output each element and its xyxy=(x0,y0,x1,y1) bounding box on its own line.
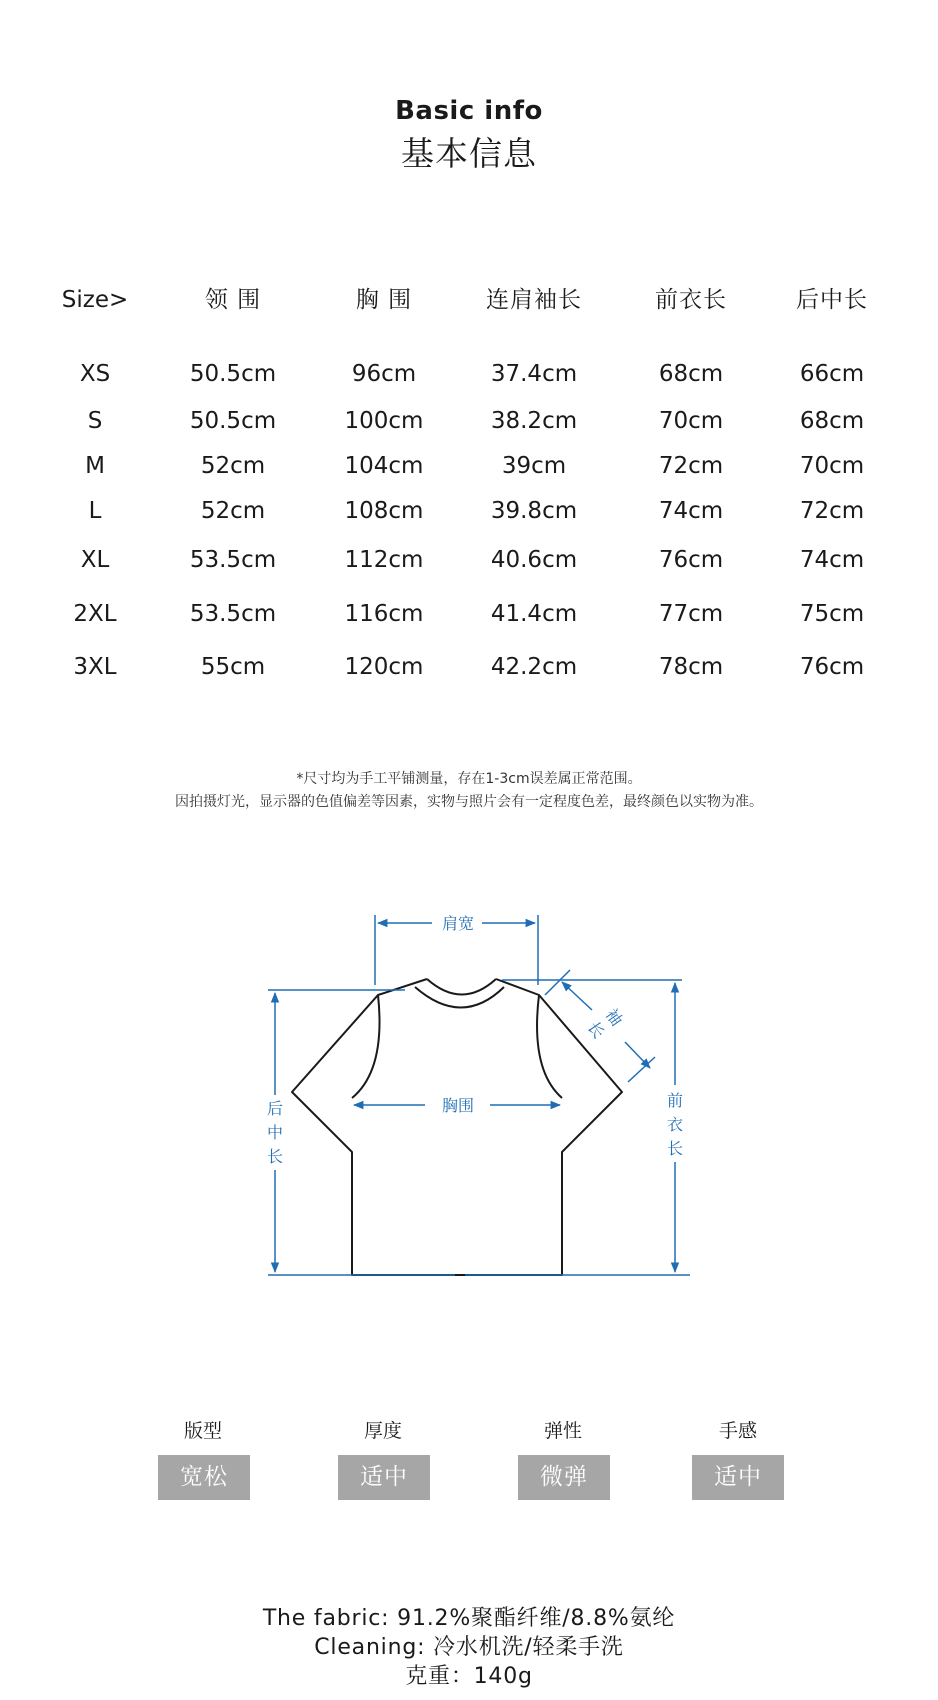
table-cell: 100cm xyxy=(344,408,424,434)
table-cell: 3XL xyxy=(73,654,117,680)
header-size: Size> xyxy=(61,287,129,313)
cleaning-instructions: Cleaning: 冷水机洗/轻柔手洗 xyxy=(314,1635,624,1660)
table-cell: 68cm xyxy=(799,408,865,434)
table-cell: L xyxy=(88,498,102,524)
table-cell: 39.8cm xyxy=(490,498,578,524)
header-neck: 领 围 xyxy=(204,287,262,313)
table-cell: 41.4cm xyxy=(490,601,578,627)
table-cell: 42.2cm xyxy=(490,654,578,680)
svg-text:中: 中 xyxy=(266,1123,284,1142)
svg-text:长: 长 xyxy=(583,1017,609,1042)
attribute-label: 厚度 xyxy=(363,1420,402,1442)
color-note: 因拍摄灯光，显示器的色值偏差等因素，实物与照片会有一定程度色差，最终颜色以实物为准。 xyxy=(175,794,763,810)
attribute-label: 弹性 xyxy=(543,1420,582,1442)
table-cell: 70cm xyxy=(799,453,865,479)
table-cell: 66cm xyxy=(799,361,865,387)
table-cell: 53.5cm xyxy=(189,601,277,627)
title-chinese: 基本信息 xyxy=(401,134,537,173)
table-cell: 112cm xyxy=(344,547,424,573)
back-length-label xyxy=(267,1099,283,1166)
table-cell: 120cm xyxy=(344,654,424,680)
svg-text:袖: 袖 xyxy=(601,1005,627,1030)
back-length-dimension xyxy=(268,990,455,1275)
table-cell: XS xyxy=(79,361,111,387)
table-cell: 76cm xyxy=(799,654,865,680)
attribute-tag: 适中 xyxy=(692,1455,784,1500)
table-cell: 38.2cm xyxy=(490,408,578,434)
table-cell: 78cm xyxy=(658,654,724,680)
table-cell: 2XL xyxy=(73,601,117,627)
svg-text:长: 长 xyxy=(266,1147,284,1166)
header-sleeve-length: 连肩袖长 xyxy=(486,287,582,313)
table-cell: 50.5cm xyxy=(189,408,277,434)
fabric-weight: 克重：140g xyxy=(405,1664,533,1689)
table-cell: 116cm xyxy=(344,601,424,627)
attribute-tag: 适中 xyxy=(338,1455,430,1500)
header-chest: 胸 围 xyxy=(355,287,413,313)
svg-text:后: 后 xyxy=(266,1099,284,1118)
attribute-tag: 微弹 xyxy=(518,1455,610,1500)
table-cell: 74cm xyxy=(658,498,724,524)
front-length-label xyxy=(667,1091,683,1158)
table-cell: XL xyxy=(80,547,110,573)
table-cell: 55cm xyxy=(200,654,266,680)
front-length-dimension xyxy=(465,980,690,1275)
tshirt-outline xyxy=(292,979,622,1275)
shoulder-label: 肩宽 xyxy=(441,914,475,933)
table-cell: 40.6cm xyxy=(490,547,578,573)
table-cell: 104cm xyxy=(344,453,424,479)
svg-text:前: 前 xyxy=(666,1091,684,1110)
table-cell: 70cm xyxy=(658,408,724,434)
svg-text:长: 长 xyxy=(666,1139,684,1158)
attribute-label: 版型 xyxy=(183,1420,222,1442)
table-cell: 52cm xyxy=(200,453,266,479)
header-back-length: 后中长 xyxy=(796,287,868,313)
table-cell: 75cm xyxy=(799,601,865,627)
sleeve-label xyxy=(584,1005,627,1042)
header-front-length: 前衣长 xyxy=(655,287,727,313)
table-cell: 76cm xyxy=(658,547,724,573)
table-cell: M xyxy=(85,453,105,479)
table-cell: 53.5cm xyxy=(189,547,277,573)
fabric-composition: The fabric: 91.2%聚酯纤维/8.8%氨纶 xyxy=(262,1606,676,1631)
table-cell: S xyxy=(87,408,103,434)
table-cell: 96cm xyxy=(351,361,417,387)
measurement-note: *尺寸均为手工平铺测量，存在1-3cm误差属正常范围。 xyxy=(296,771,642,787)
table-cell: 52cm xyxy=(200,498,266,524)
title-english: Basic info xyxy=(395,96,543,126)
table-cell: 72cm xyxy=(799,498,865,524)
svg-text:衣: 衣 xyxy=(666,1115,684,1134)
table-cell: 74cm xyxy=(799,547,865,573)
table-cell: 108cm xyxy=(344,498,424,524)
attribute-tag: 宽松 xyxy=(158,1455,250,1500)
attribute-label: 手感 xyxy=(718,1420,757,1442)
table-cell: 72cm xyxy=(658,453,724,479)
chest-label: 胸围 xyxy=(441,1096,475,1115)
table-cell: 50.5cm xyxy=(189,361,277,387)
table-cell: 68cm xyxy=(658,361,724,387)
table-cell: 37.4cm xyxy=(490,361,578,387)
table-cell: 77cm xyxy=(658,601,724,627)
table-cell: 39cm xyxy=(501,453,567,479)
